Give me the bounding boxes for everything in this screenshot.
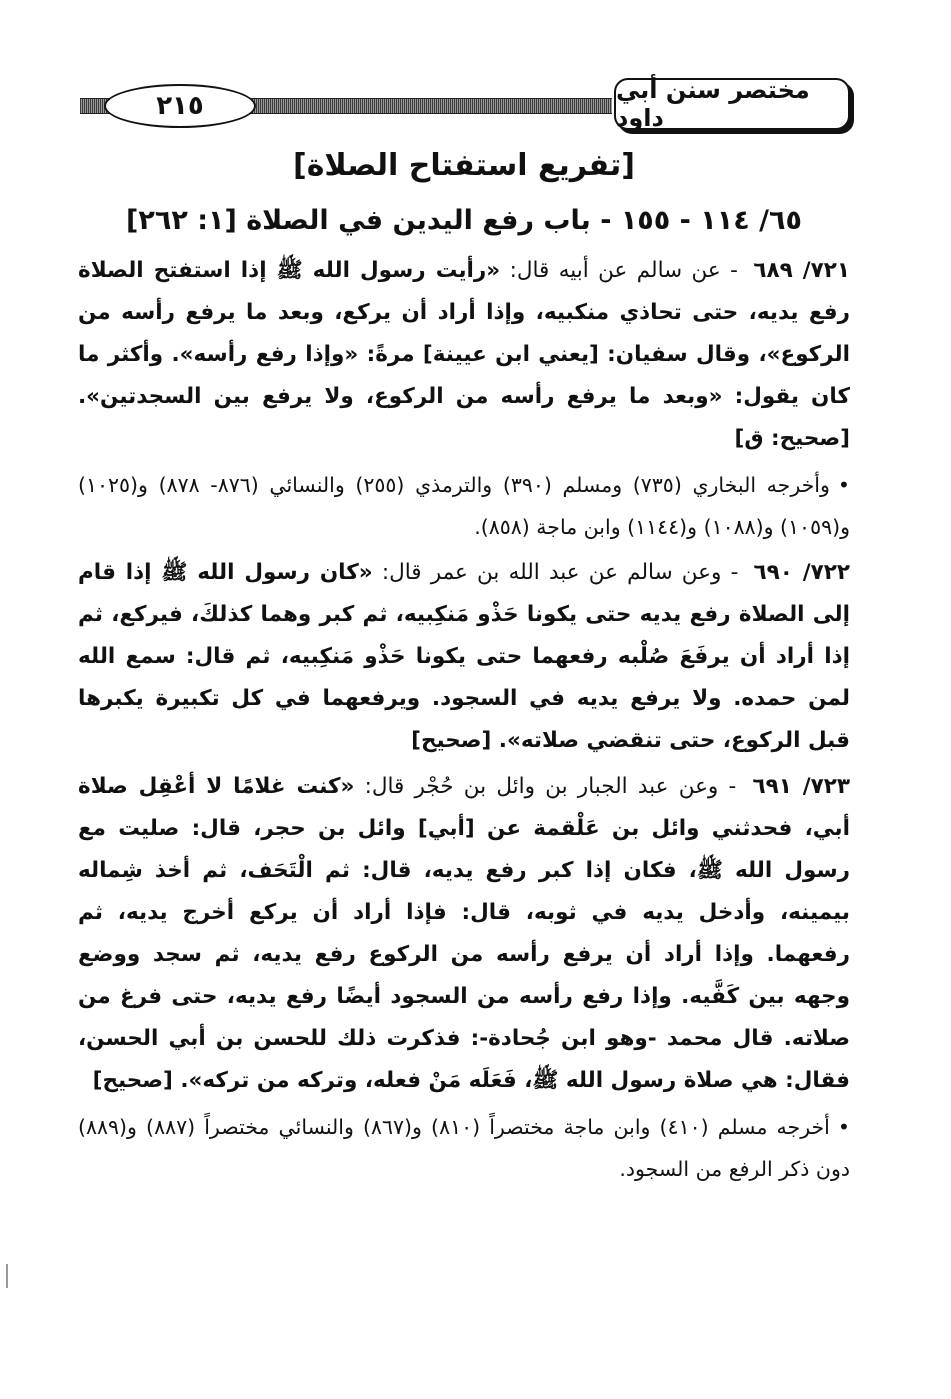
bullet-icon: • xyxy=(837,1115,850,1139)
hadith-paragraph xyxy=(78,766,850,1102)
running-header xyxy=(80,78,850,136)
page-content xyxy=(78,138,850,1194)
chapter-heading: [تفريع استفتاح الصلاة] xyxy=(293,148,635,183)
hadith-number: ٧٢١/ ٦٨٩ xyxy=(753,258,851,283)
takhrij-text: وأخرجه البخاري (٧٣٥) ومسلم (٣٩٠) والترمذي (٢٥٥) والنسائي (٨٧٦- ٨٧٨) و(١٠٢٥) و(١٠٥٩) و(١٠٨٨) و(١١٤٤) وابن ماجة (٨٥٨). xyxy=(78,473,850,539)
hadith-intro: - عن سالم عن أبيه قال: xyxy=(500,258,748,283)
takhrij-paragraph xyxy=(78,1106,850,1190)
takhrij-paragraph xyxy=(78,464,850,548)
hadith-intro: - وعن سالم عن عبد الله بن عمر قال: xyxy=(372,560,748,585)
bab-heading: ٦٥/ ١١٤ - ١٥٥ - باب رفع اليدين في الصلاة [١: ٢٦٢] xyxy=(126,205,802,236)
page-number: ٢١٥ xyxy=(104,84,256,128)
takhrij-text: أخرجه مسلم (٤١٠) وابن ماجة مختصراً (٨١٠) و(٨٦٧) والنسائي مختصراً (٨٨٧) و(٨٨٩) دون ذكر الرفع من السجود. xyxy=(78,1115,850,1181)
hadith-text: «كان رسول الله ﷺ إذا قام إلى الصلاة رفع يديه حتى يكونا حَذْو مَنكِبيه، ثم كبر وهما كذلكَ، فيركع، ثم إذا أراد أن يرفَعَ صُلْبه رفعهما حتى يكونا حَذْو مَنكِبيه، ثم قال: سمع الله لمن حمده. ولا يرفع يديه في السجود. ويرفعهما في كل تكبيرة يكبرها قبل الركوع، حتى تنقضي صلاته». [صحيح] xyxy=(78,560,850,753)
hadith-number: ٧٢٣/ ٦٩١ xyxy=(752,774,850,799)
book-title: مختصر سنن أبي داود xyxy=(614,78,850,130)
hadith-intro: - وعن عبد الجبار بن وائل بن حُجْر قال: xyxy=(354,774,747,799)
bullet-icon: • xyxy=(837,473,850,497)
hadith-text: «رأيت رسول الله ﷺ إذا استفتح الصلاة رفع يديه، حتى تحاذي منكبيه، وإذا أراد أن يركع، وبعد ما يرفع رأسه من الركوع»، وقال سفيان: [يعني ابن عيينة] مرةً: «وإذا رفع رأسه». وأكثر ما كان يقول: «وبعد ما يرفع رأسه من الركوع، ولا يرفع بين السجدتين». [صحيح: ق] xyxy=(78,258,850,451)
scan-edge-mark xyxy=(6,1264,8,1288)
hadith-paragraph xyxy=(78,552,850,762)
hadith-text: «كنت غلامًا لا أعْقِل صلاة أبي، فحدثني وائل بن عَلْقمة عن [أبي] وائل بن حجر، قال: صليت مع رسول الله ﷺ، فكان إذا كبر رفع يديه، قال: ثم الْتَحَف، ثم أخذ شِماله بيمينه، وأدخل يديه في ثوبه، قال: فإذا أراد أن يركع أخرج يديه، ثم رفعهما. وإذا أراد أن يرفع رأسه من الركوع رفع يديه، ثم سجد ووضع وجهه بين كَفَّيه. وإذا رفع رأسه من السجود أيضًا رفع يديه، حتى فرغ من صلاته. قال محمد -وهو ابن جُحادة-: فذكرت ذلك للحسن بن أبي الحسن، فقال: هي صلاة رسول الله ﷺ، فَعَلَه مَنْ فعله، وتركه من تركه». [صحيح] xyxy=(78,774,850,1093)
hadith-number: ٧٢٢/ ٦٩٠ xyxy=(753,560,851,585)
hadith-paragraph xyxy=(78,250,850,460)
